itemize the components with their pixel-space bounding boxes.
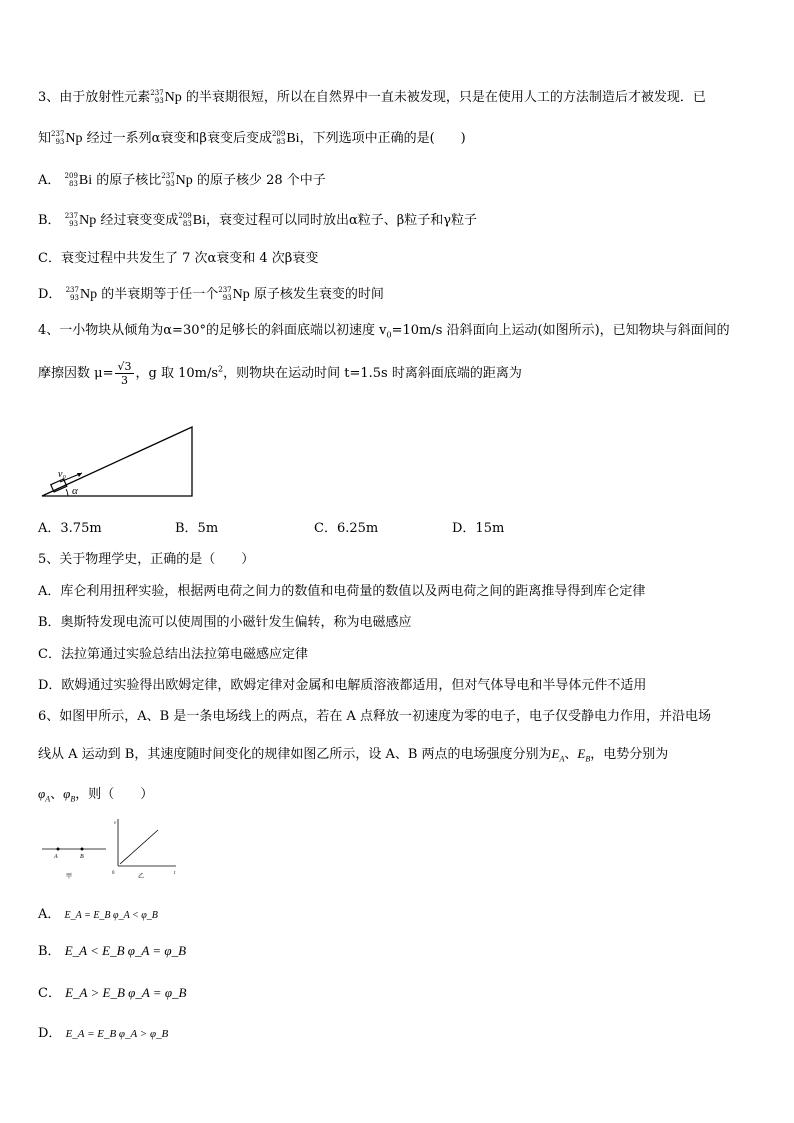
q4-stem-line1: 4、一小物块从倾角为α=30°的足够长的斜面底端以初速度 $v_0=10m/s$ 沿斜面向上运动(如图所示)，已知物块与斜面间的	[38, 323, 730, 340]
q5-option-a[interactable]: A．库仑利用扭秤实验，根据两电荷之间力的数值和电荷量的数值以及两电荷之间的距离推导得到库仑定律	[38, 584, 646, 599]
q4-option-d[interactable]: D．15m	[452, 521, 505, 536]
mu-fraction: $\frac{√3}{3}$	[117, 360, 132, 387]
q4-stem-line2: 摩擦因数 μ= $\frac{√3}{3}$ ，g 取 $10m/s^2$，则物块在运动时间 t=1.5s 时离斜面底端的距离为	[38, 360, 522, 387]
q4-options	[38, 520, 758, 538]
q3-text: ，下列选项中正确的是( )	[299, 131, 466, 146]
q3-option-d[interactable]: D． 237 93 Np 的半衰期等于任一个 237 93 Np 原子核发生衰变的时间	[38, 285, 384, 302]
svg-text:A: A	[54, 854, 58, 860]
svg-text:甲: 甲	[66, 874, 73, 880]
svg-text:t: t	[174, 871, 176, 876]
svg-text:乙: 乙	[138, 874, 145, 880]
q6-stem-line1: 6、如图甲所示，A、B 是一条电场线上的两点，若在 A 点释放一初速度为零的电子，电子仅受静电力作用，并沿电场	[38, 709, 711, 724]
q3-stem-line1	[38, 89, 706, 107]
svg-text:B: B	[80, 854, 84, 860]
q6-option-b[interactable]: B． E_A < E_B φ_A = φ_B	[38, 943, 187, 959]
incline-figure	[38, 422, 198, 502]
svg-text:v: v	[114, 821, 117, 826]
q6-option-a[interactable]: A． E_A = E_B φ_A < φ_B	[38, 907, 158, 922]
q3-text: 知	[38, 131, 52, 146]
np-nuclide: 237 93 Np	[51, 129, 83, 146]
q6-option-c[interactable]: C． E_A > E_B φ_A = φ_B	[38, 985, 187, 1001]
q4-option-a[interactable]: A．3.75m	[38, 521, 102, 536]
alpha-label: α	[72, 485, 78, 497]
q5-option-c[interactable]: C．法拉第通过实验总结出法拉第电磁感应定律	[38, 647, 308, 662]
v0-label: v₀	[58, 469, 66, 480]
q5-option-b[interactable]: B．奥斯特发现电流可以使周围的小磁针发生偏转，称为电磁感应	[38, 615, 412, 630]
q5-stem: 5、关于物理学史，正确的是（ ）	[38, 552, 255, 567]
q3-option-a[interactable]: A． 209 83 Bi 的原子核比 237 93 Np 的原子核少 28 个中子	[38, 171, 326, 188]
q6-stem-line3: $\varphi_A$、$\varphi_B$，则（ ）	[38, 786, 154, 804]
svg-text:0: 0	[112, 871, 115, 876]
q6-option-d[interactable]: D． E_A = E_B φ_A > φ_B	[38, 1026, 169, 1041]
q3-option-c[interactable]: C．衰变过程中共发生了 7 次α衰变和 4 次β衰变	[38, 251, 319, 266]
q4-option-b[interactable]: B．5m	[175, 521, 219, 536]
q3-text: 3、由于放射性元素	[38, 90, 151, 105]
bi-nuclide: 209 83 Bi	[271, 129, 300, 146]
q4-option-c[interactable]: C．6.25m	[314, 521, 379, 536]
q5-option-d[interactable]: D．欧姆通过实验得出欧姆定律，欧姆定律对金属和电解质溶液都适用，但对气体导电和半导体元件不适用	[38, 678, 647, 693]
field-figures	[38, 816, 188, 881]
q3-stem-line2	[38, 130, 466, 148]
q6-stem-line2: 线从 A 运动到 B，其速度随时间变化的规律如图乙所示，设 A、B 两点的电场强度分别为$E_A$、$E_B$，电势分别为	[38, 746, 669, 764]
q3-option-b[interactable]: B． 237 93 Np 经过衰变变成 209 83 Bi，衰变过程可以同时放出α粒子、β粒子和γ粒子	[38, 211, 478, 228]
q3-text: 的半衰期很短，所以在自然界中一直未被发现，只是在使用人工的方法制造后才被发现．已	[185, 90, 706, 105]
np-nuclide: 237 93 Np	[150, 88, 182, 105]
q3-text: 经过一系列α衰变和β衰变后变成	[86, 131, 272, 146]
